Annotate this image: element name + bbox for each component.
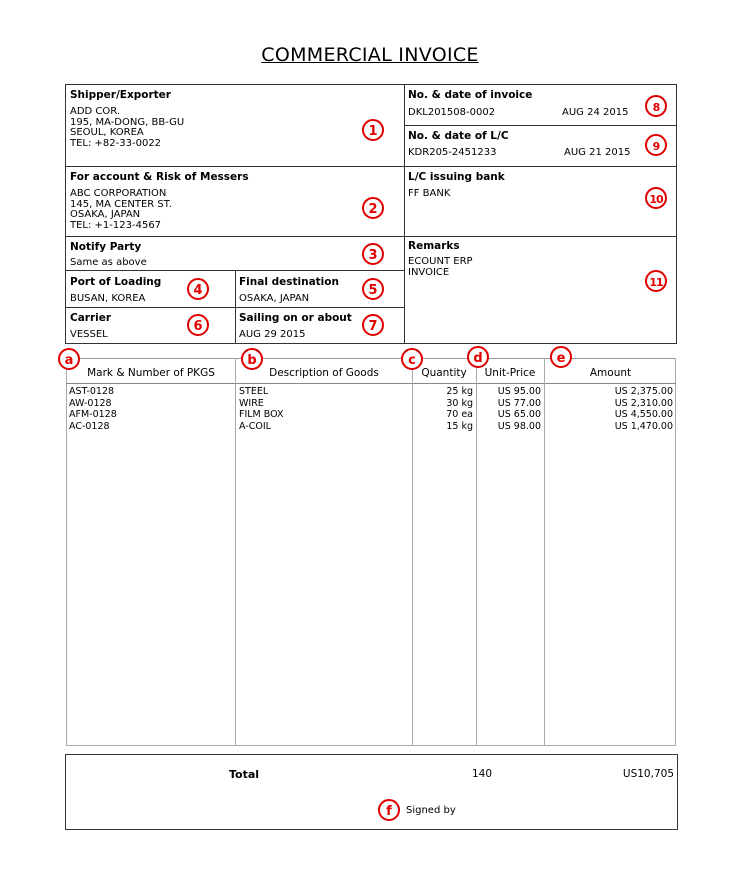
marker-badge: 5 (362, 278, 384, 300)
marker-badge: 3 (362, 243, 384, 265)
table-cell: STEEL (239, 386, 269, 397)
shipper-line: 195, MA-DONG, BB-GU (70, 116, 185, 128)
invoice-number: DKL201508-0002 (408, 107, 496, 118)
table-cell: US 65.00 (497, 409, 541, 420)
account-label: For account & Risk of Messers (70, 171, 249, 183)
lc-bank-label: L/C issuing bank (408, 171, 505, 183)
marker-badge: 8 (645, 95, 667, 117)
notify-value: Same as above (70, 257, 147, 268)
shipper-section (70, 89, 370, 149)
table-cell: AFM-0128 (69, 409, 117, 420)
marker-badge: 7 (362, 314, 384, 336)
marker-badge: 6 (187, 314, 209, 336)
invoice-no-label: No. & date of invoice (408, 89, 533, 101)
account-section (70, 171, 370, 231)
marker-badge: c (401, 348, 423, 370)
column-quantity (412, 386, 473, 432)
account-line: 145, MA CENTER ST. (70, 198, 172, 210)
account-line: OSAKA, JAPAN (70, 209, 141, 220)
carrier-value: VESSEL (70, 329, 108, 340)
column-amount (545, 386, 673, 432)
column-header-description: Description of Goods (269, 367, 379, 379)
table-cell: 15 kg (446, 420, 473, 432)
table-cell: 25 kg (446, 386, 473, 397)
marker-badge: f (378, 799, 400, 821)
final-destination-label: Final destination (239, 276, 339, 288)
table-cell: AC-0128 (69, 420, 110, 432)
marker-badge: 10 (645, 187, 667, 209)
shipper-line: SEOUL, KOREA (70, 127, 144, 138)
lc-number: KDR205-2451233 (408, 147, 497, 158)
table-cell: US 2,375.00 (614, 386, 673, 397)
table-cell: US 77.00 (497, 397, 541, 409)
table-cell: A-COIL (239, 420, 271, 432)
table-cell: AST-0128 (69, 386, 115, 397)
sailing-value: AUG 29 2015 (239, 329, 306, 340)
remarks-line: INVOICE (408, 266, 450, 278)
table-cell: 70 ea (446, 409, 473, 420)
table-cell: US 4,550.00 (614, 409, 673, 420)
lc-bank-value: FF BANK (408, 188, 451, 199)
column-description (239, 386, 284, 432)
column-header-mark: Mark & Number of PKGS (87, 367, 215, 379)
marker-badge: e (550, 346, 572, 368)
account-line: ABC CORPORATION (70, 188, 167, 199)
marker-badge: 9 (645, 134, 667, 156)
port-loading-value: BUSAN, KOREA (70, 293, 146, 304)
table-cell: AW-0128 (69, 397, 112, 409)
table-cell: FILM BOX (239, 409, 284, 420)
column-header-quantity: Quantity (421, 367, 467, 379)
shipper-label: Shipper/Exporter (70, 89, 171, 101)
lc-no-label: No. & date of L/C (408, 130, 509, 142)
column-header-unit-price: Unit-Price (484, 367, 536, 379)
port-loading-label: Port of Loading (70, 276, 162, 288)
page-title: COMMERCIAL INVOICE (261, 44, 479, 66)
column-header-amount: Amount (589, 367, 632, 379)
lc-date: AUG 21 2015 (564, 147, 631, 158)
table-cell: US 2,310.00 (614, 397, 673, 409)
marker-badge: 11 (645, 270, 667, 292)
marker-badge: b (241, 348, 263, 370)
marker-badge: a (58, 348, 80, 370)
sailing-label: Sailing on or about (239, 312, 352, 324)
header-divider (404, 84, 405, 344)
column-mark (69, 386, 117, 432)
notify-label: Notify Party (70, 241, 142, 253)
total-amount: US10,705 (622, 768, 674, 780)
total-quantity: 140 (472, 768, 493, 780)
table-cell: WIRE (239, 397, 264, 409)
remarks-lines (408, 257, 473, 278)
table-cell: US 98.00 (497, 420, 541, 432)
marker-badge: 4 (187, 278, 209, 300)
carrier-label: Carrier (70, 312, 112, 324)
signed-by-label: Signed by (406, 805, 456, 816)
total-label: Total (229, 768, 260, 781)
marker-badge: 2 (362, 197, 384, 219)
invoice-date: AUG 24 2015 (562, 107, 629, 118)
shipper-line: ADD COR. (70, 106, 121, 117)
remarks-label: Remarks (408, 240, 460, 252)
column-unit-price (476, 386, 541, 432)
remarks-line: ECOUNT ERP (408, 256, 473, 267)
final-destination-value: OSAKA, JAPAN (239, 293, 310, 304)
table-cell: US 95.00 (497, 386, 541, 397)
marker-badge: d (467, 346, 489, 368)
shipper-line: TEL: +82-33-0022 (70, 137, 162, 149)
footer-box (65, 754, 678, 830)
marker-badge: 1 (362, 119, 384, 141)
account-line: TEL: +1-123-4567 (70, 219, 162, 231)
table-cell: US 1,470.00 (614, 420, 673, 432)
table-cell: 30 kg (446, 397, 473, 409)
